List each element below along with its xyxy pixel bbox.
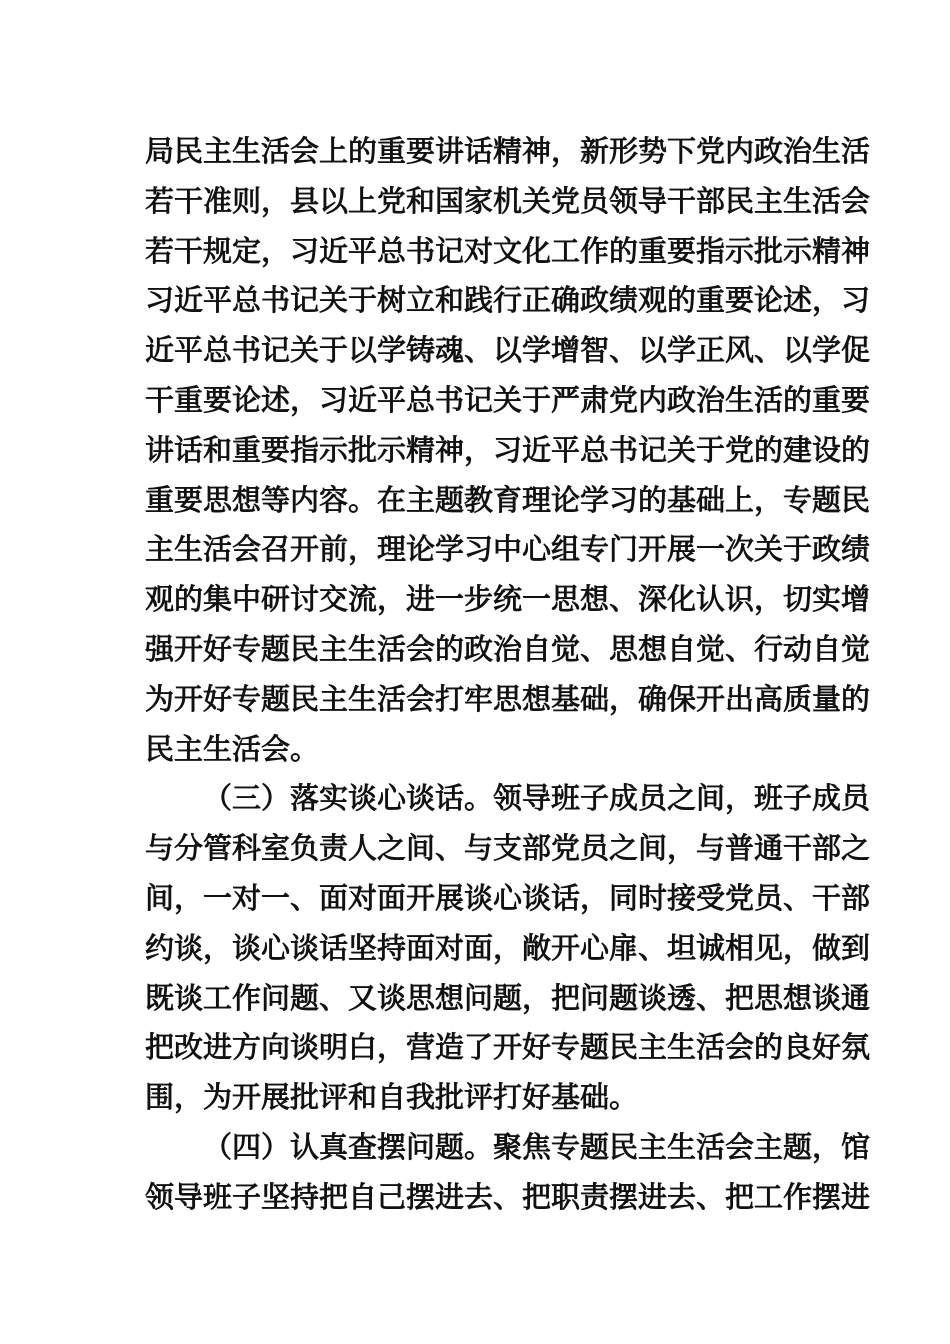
text-line: 干重要论述，习近平总书记关于严肃党内政治生活的重要 xyxy=(145,382,871,417)
text-line: 讲话和重要指示批示精神，习近平总书记关于党的建设的 xyxy=(145,432,871,467)
text-line: 局民主生活会上的重要讲话精神，新形势下党内政治生活 xyxy=(145,134,871,168)
text-line: 重要思想等内容。在主题教育理论学习的基础上，专题民 xyxy=(145,482,871,517)
text-line: 领导班子坚持把自己摆进去、把职责摆进去、把工作摆进 xyxy=(145,1179,871,1214)
body-text xyxy=(145,127,871,1223)
text-line: 约谈，谈心谈话坚持面对面，敞开心扉、坦诚相见，做到 xyxy=(145,930,871,965)
text-line: 若干准则，县以上党和国家机关党员领导干部民主生活会 xyxy=(145,183,871,218)
text-line: 观的集中研讨交流，进一步统一思想、深化认识，切实增 xyxy=(145,582,871,617)
text-line: 既谈工作问题、又谈思想问题，把问题谈透、把思想谈通 xyxy=(145,980,871,1015)
section-heading-line: （三）落实谈心谈话。领导班子成员之间，班子成员 xyxy=(203,781,871,816)
text-line: 习近平总书记关于树立和践行正确政绩观的重要论述，习 xyxy=(145,283,871,318)
text-line: 间，一对一、面对面开展谈心谈话，同时接受党员、干部 xyxy=(145,880,871,915)
text-line: 围，为开展批评和自我批评打好基础。 xyxy=(145,1080,639,1115)
text-line: 为开好专题民主生活会打牢思想基础，确保开出高质量的 xyxy=(145,681,871,716)
section-heading-line: （四）认真查摆问题。聚焦专题民主生活会主题，馆 xyxy=(203,1129,871,1164)
text-line: 强开好专题民主生活会的政治自觉、思想自觉、行动自觉 xyxy=(145,631,871,666)
text-line: 主生活会召开前，理论学习中心组专门开展一次关于政绩 xyxy=(145,532,871,567)
text-line: 近平总书记关于以学铸魂、以学增智、以学正风、以学促 xyxy=(145,333,871,368)
text-line: 与分管科室负责人之间、与支部党员之间，与普通干部之 xyxy=(145,831,871,866)
text-line: 若干规定，习近平总书记对文化工作的重要指示批示精神 xyxy=(145,233,871,268)
text-line: 把改进方向谈明白，营造了开好专题民主生活会的良好氛 xyxy=(145,1030,871,1065)
text-line: 民主生活会。 xyxy=(145,731,320,766)
